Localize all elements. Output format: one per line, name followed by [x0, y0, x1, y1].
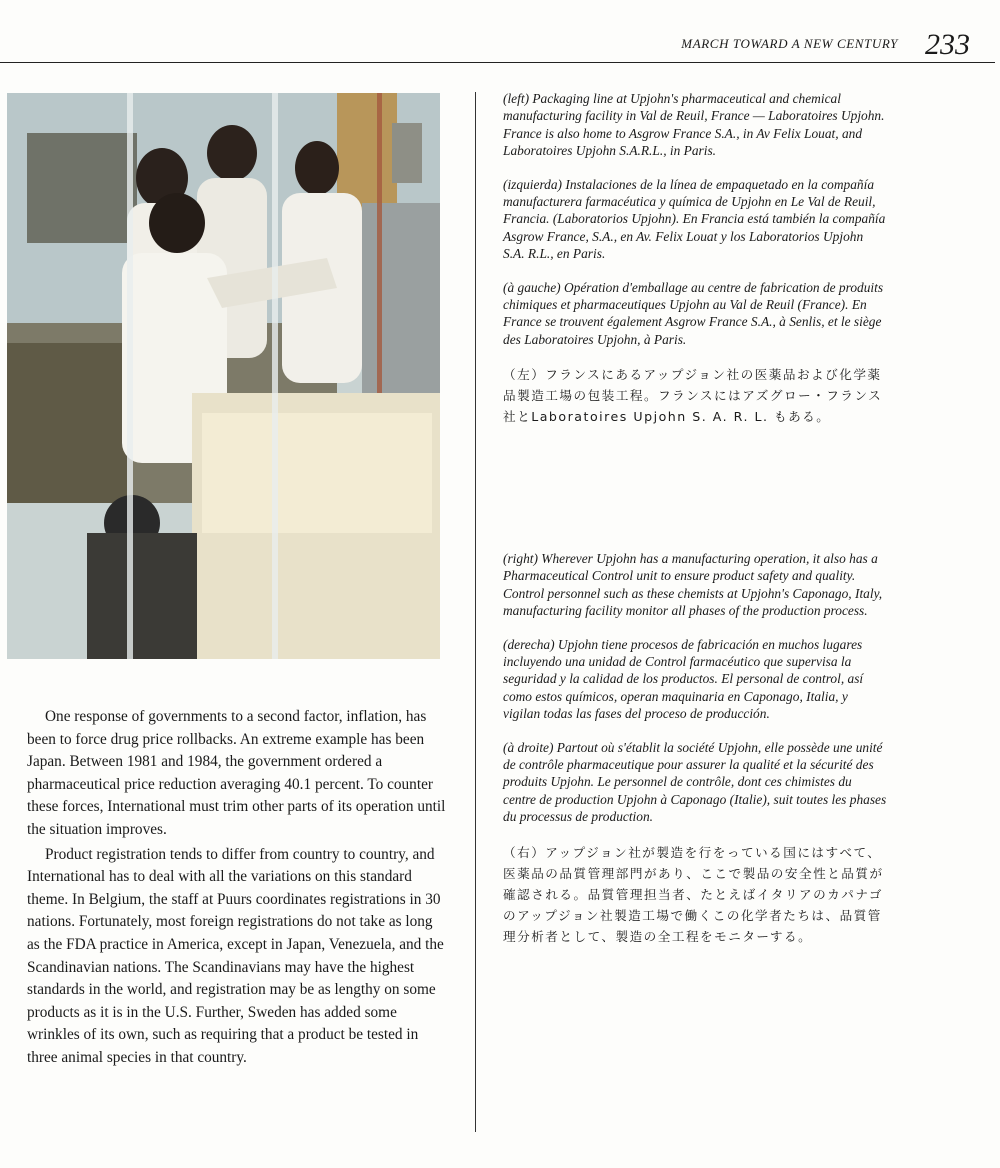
page-number: 233	[925, 28, 970, 61]
header-rule	[0, 62, 995, 63]
caption-spanish: (derecha) Upjohn tiene procesos de fabricación en muchos lugares incluyendo una unidad de Control farmacéutico que supervisa la seguridad y la calidad de los productos. El personal de control, así como estos químicos, operan maquinaria en Caponago, Italia, y vigilan todas las fases del proceso de producción.	[503, 636, 864, 722]
caption-spanish: (izquierda) Instalaciones de la línea de empaquetado en la compañía manufacturera farmacéutica y química de Upjohn en Le Val de Reuil, Francia. (Laboratorios Upjohn). En Francia está también la compañía Asgrow France, S.A., en Av. Felix Louat y los Laboratorios Upjohn S.A. R.L., en Paris.	[503, 176, 886, 262]
caption-japanese: （右）アップジョン社が製造を行をっている国にはすべて、医薬品の品質管理部門があり、ここで製品の安全性と品質が確認される。品質管理担当者、たとえばイタリアのカパナゴのアップジョン社製造工場で働くこの化学者たちは、品質管理分析者として、製造の全工程をモニターする。	[503, 844, 884, 944]
captions-right-photo	[503, 550, 888, 947]
caption-english: (left) Packaging line at Upjohn's pharmaceutical and chemical manufacturing facility in Val de Reuil, France — Laboratoires Upjohn. France is also home to Asgrow France S.A., in Av Felix Louat, and Laboratoires Upjohn S.A.R.L., in Paris.	[503, 91, 885, 159]
body-text	[27, 706, 447, 1070]
caption-english: (right) Wherever Upjohn has a manufacturing operation, it also has a Pharmaceutical Control unit to ensure product safety and quality. Control personnel such as these chemists at Upjohn's Caponago, Italy, manufacturing facility monitor all phases of the production process.	[503, 551, 883, 619]
column-divider	[475, 92, 476, 1132]
captions-left-photo	[503, 90, 888, 427]
caption-french: (à droite) Partout où s'établit la société Upjohn, elle possède une unité de contrôle pharmaceutique pour assurer la qualité et la sécurité des produits Upjohn. Le personnel de contrôle, dont ces chimistes du centre de production Upjohn à Caponago (Italie), suit toutes les phases du processus de production.	[503, 739, 887, 825]
body-paragraph: Product registration tends to differ from country to country, and International has to deal with all the variations on this standard theme. In Belgium, the staff at Puurs coordinates registrations in 30 nations. Fortunately, most foreign registrations do not take as long as the FDA practice in America, except in Japan, Venezuela, and the Scandinavian nations. The Scandinavians may have the highest standards in the world, and registration may be as lengthy on some products as it is in the U.S. Further, Sweden has added some wrinkles of its own, such as requiring that a product be tested in three animal species in that country.	[27, 845, 444, 1066]
running-title: MARCH TOWARD A NEW CENTURY	[681, 36, 898, 51]
caption-french: (à gauche) Opération d'emballage au centre de fabrication de produits chimiques et pharmaceutiques Upjohn au Val de Reuil (France). En France se trouvent également Asgrow France S.A., à Senlis, et le siège des Laboratoires Upjohn, à Paris.	[503, 279, 884, 347]
body-paragraph: One response of governments to a second factor, inflation, has been to force drug price rollbacks. An extreme example has been Japan. Between 1981 and 1984, the government ordered a pharmaceutical price reduction averaging 40.1 percent. To counter these forces, International must trim other parts of its operation until the situation improves.	[27, 708, 446, 838]
lab-photo	[7, 93, 440, 659]
caption-japanese: （左）フランスにあるアップジョン社の医薬品および化学薬品製造工場の包装工程。フランスにはアズグロー・フランス社とLaboratoires Upjohn S. A. R. L. もある。	[503, 367, 883, 425]
